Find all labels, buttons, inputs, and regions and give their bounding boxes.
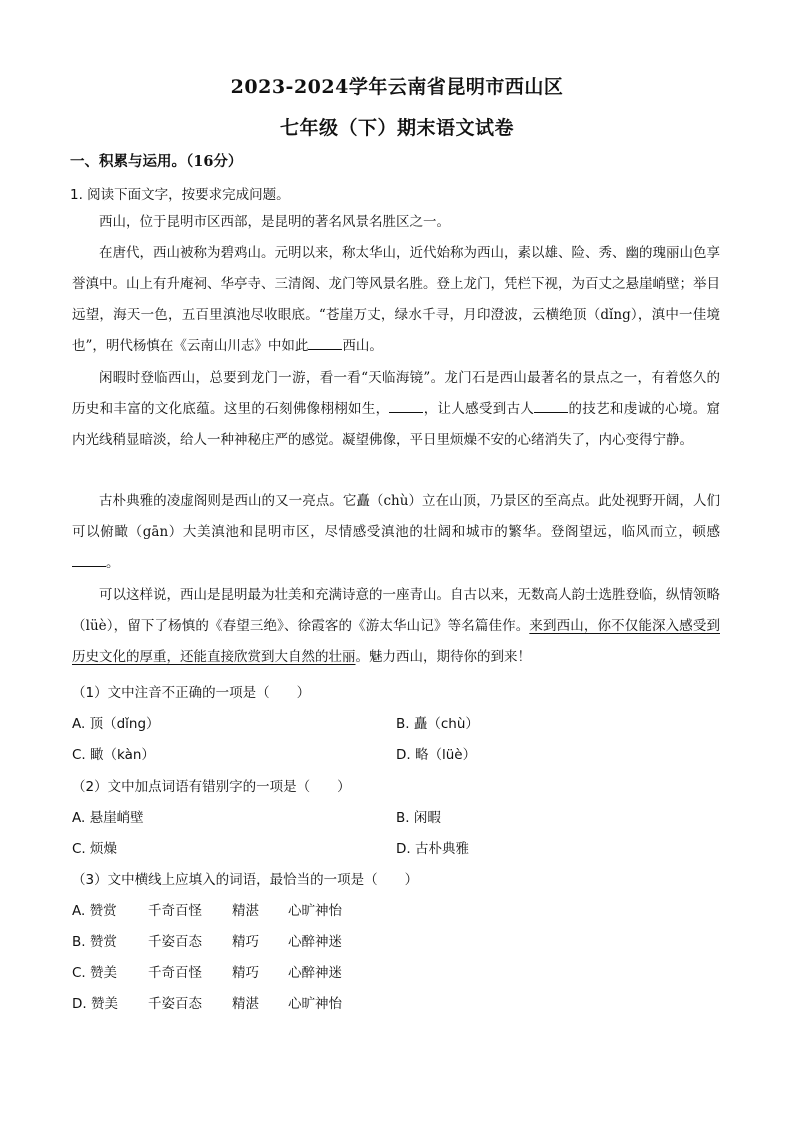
paragraph-2-end: 西山。 (342, 338, 383, 354)
option-word-3: 精巧 (232, 965, 259, 981)
paragraph-3-text-b: ，让人感受到古人 (423, 401, 535, 417)
subquestion-1-option-d[interactable]: D. 略（lüè） (396, 747, 477, 763)
option-word-2: 千姿百态 (148, 996, 202, 1012)
paragraph-4-text: 古朴典雅的凌虚阁则是西山的又一亮点。它矗（chù）立在山顶，乃景区的至高点。此处视野开阔，人们可以俯瞰（gān）大美滇池和昆明市区，尽情感受滇池的壮阔和城市的繁华。登阁望远，临风而立，顿感 (72, 493, 720, 540)
passage-paragraph-1: 西山，位于昆明市区西部，是昆明的著名风景名胜区之一。 (99, 214, 450, 230)
underlined-sentence: 来到西山，你不仅能深入感受到历史文化的厚重，还能直接欣赏到大自然的壮丽 (72, 618, 720, 665)
paragraph-4-end: 。 (106, 555, 120, 571)
fill-blank-4 (72, 553, 106, 567)
option-label: D. 赞美 (72, 996, 118, 1012)
paragraph-5-end: 。魅力西山，期待你的到来！ (355, 649, 531, 665)
passage-paragraph-5 (72, 580, 720, 673)
option-word-2: 千奇百怪 (148, 965, 202, 981)
subquestion-1-option-b[interactable]: B. 矗（chù） (396, 716, 479, 732)
subquestion-2-option-a[interactable]: A. 悬崖峭壁 (72, 810, 144, 826)
section-heading: 一、积累与运用。（16分） (70, 153, 243, 170)
passage-paragraph-3 (72, 363, 720, 456)
question-stem: 1. 阅读下面文字，按要求完成问题。 (70, 187, 290, 203)
option-word-4: 心醉神迷 (288, 934, 342, 950)
option-word-2: 千姿百态 (148, 934, 202, 950)
exam-title-line1: 2023-2024学年云南省昆明市西山区 (230, 76, 564, 98)
subquestion-2-option-b[interactable]: B. 闲暇 (396, 810, 441, 826)
fill-blank-2 (389, 399, 423, 413)
paragraph-2-text: 在唐代，西山被称为碧鸡山。元明以来，称太华山，近代始称为西山，素以雄、险、秀、幽的瑰丽山色享誉滇中。山上有升庵祠、华亭寺、三清阁、龙门等风景名胜。登上龙门，凭栏下视，为百丈之悬崖峭壁；举目远望，海天一色，五百里滇池尽收眼底。“苍崖万丈，绿水千寻，月印澄波，云横绝顶（dǐng），滇中一佳境也”，明代杨慎在《云南山川志》中如此 (72, 245, 720, 354)
subquestion-2-option-c[interactable]: C. 烦燥 (72, 841, 118, 857)
option-word-2: 千奇百怪 (148, 903, 202, 919)
paragraph-3-text-c: 的技艺和虔诚的心境。窟内光线稍显暗淡，给人一种神秘庄严的感觉。凝望佛像，平日里烦燥不安的心绪消失了，内心变得宁静。 (72, 401, 721, 448)
subquestion-1-option-c[interactable]: C. 瞰（kàn） (72, 747, 155, 763)
fill-blank-3 (534, 399, 568, 413)
option-label: B. 赞赏 (72, 934, 117, 950)
fill-blank-1 (308, 336, 342, 350)
option-word-4: 心醉神迷 (288, 965, 342, 981)
subquestion-3-stem: （3）文中横线上应填入的词语，最恰当的一项是（ ） (72, 872, 419, 888)
subquestion-2-option-d[interactable]: D. 古朴典雅 (396, 841, 469, 857)
paragraph-3-text-a: 闲暇时登临西山，总要到龙门一游，看一看“天临海镜”。龙门石是西山最著名的景点之一，有着悠久的历史和丰富的文化底蕴。这里的石刻佛像栩栩如生， (72, 370, 720, 417)
option-word-4: 心旷神怡 (288, 903, 342, 919)
option-word-3: 精湛 (232, 996, 259, 1012)
subquestion-1-option-a[interactable]: A. 顶（dǐng） (72, 716, 160, 732)
subquestion-2-stem: （2）文中加点词语有错别字的一项是（ ） (72, 779, 351, 795)
option-word-4: 心旷神怡 (288, 996, 342, 1012)
option-label: C. 赞美 (72, 965, 118, 981)
option-word-3: 精湛 (232, 903, 259, 919)
exam-title-line2: 七年级（下）期末语文试卷 (279, 117, 514, 139)
passage-paragraph-2 (72, 238, 720, 362)
subquestion-1-stem: （1）文中注音不正确的一项是（ ） (72, 685, 311, 701)
option-label: A. 赞赏 (72, 903, 117, 919)
passage-paragraph-4 (72, 486, 720, 579)
option-word-3: 精巧 (232, 934, 259, 950)
paragraph-5-text: 可以这样说，西山是昆明最为壮美和充满诗意的一座青山。自古以来，无数高人韵士选胜登临，纵情领略（lüè），留下了杨慎的《春望三绝》、徐霞客的《游太华山记》等名篇佳作。 (72, 587, 720, 634)
